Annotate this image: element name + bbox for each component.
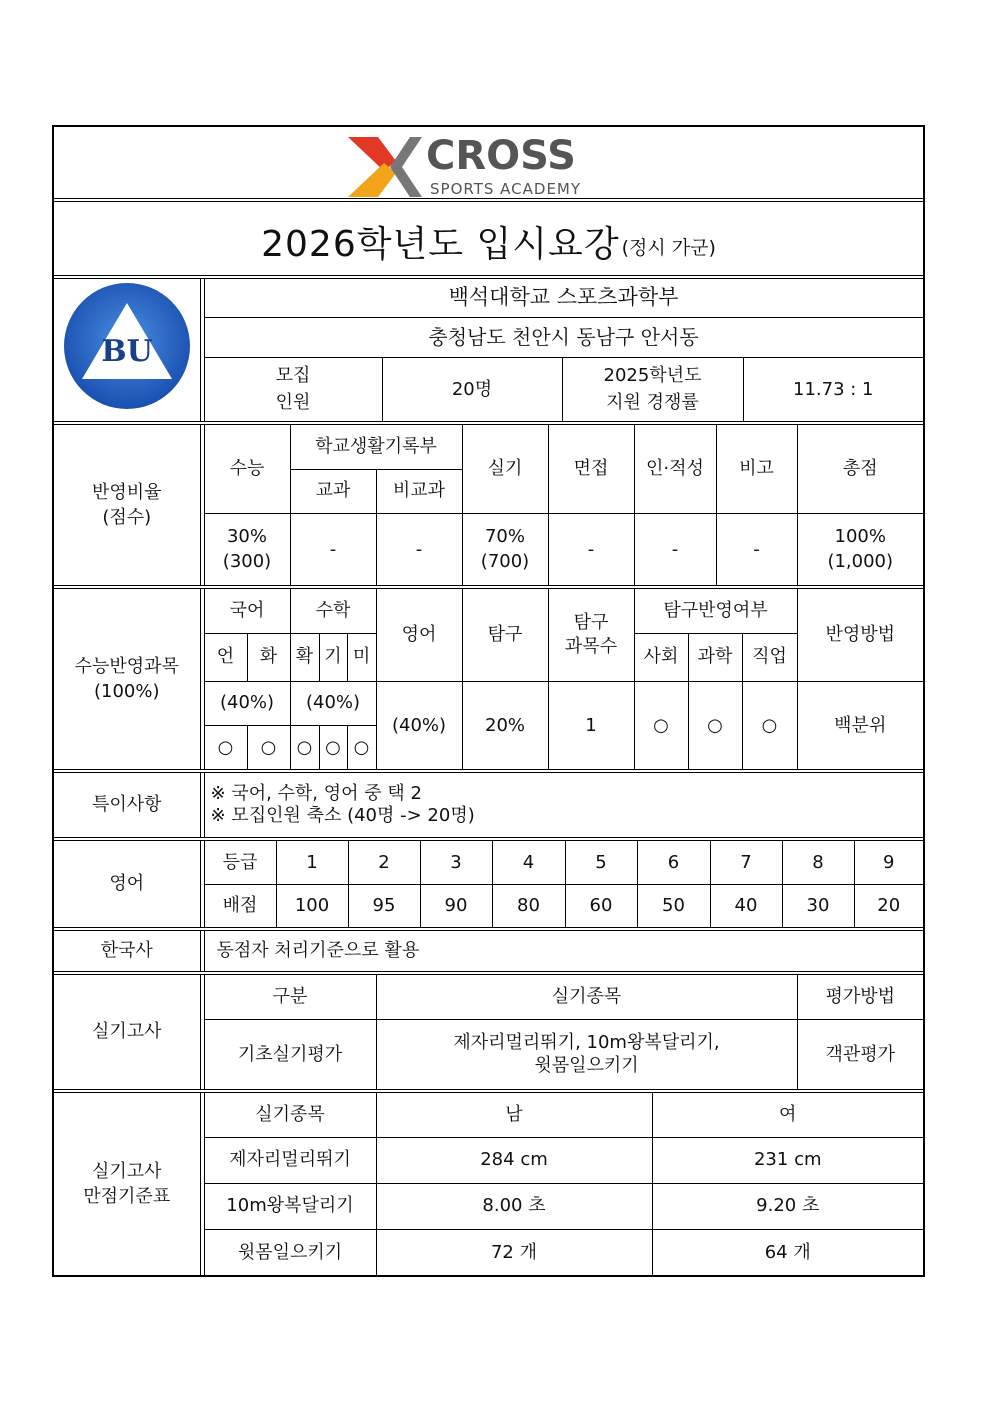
competition-label: 2025학년도 지원 경쟁률 xyxy=(562,357,743,421)
brand-name-top: CROSS xyxy=(426,133,576,179)
ratio-header-nonsubject: 비교과 xyxy=(376,469,462,513)
english-score: 100 xyxy=(276,884,348,927)
value-job-circle: ○ xyxy=(742,681,797,769)
svg-text:BU: BU xyxy=(100,334,153,370)
practical-method: 객관평가 xyxy=(797,1019,923,1089)
special-notes xyxy=(204,773,923,837)
ratio-value-interview: - xyxy=(548,513,634,585)
university-name: 백석대학교 스포츠과학부 xyxy=(204,279,923,317)
full-score-header-female: 여 xyxy=(652,1093,923,1137)
value-korean-pct: (40%) xyxy=(204,681,290,725)
english-score: 30 xyxy=(782,884,854,927)
full-score-female: 231 cm xyxy=(652,1137,923,1183)
title-sub: (정시 가군) xyxy=(621,236,716,259)
value-m1-circle: ○ xyxy=(290,725,319,769)
value-inquiry-count: 1 xyxy=(548,681,634,769)
english-grade: 6 xyxy=(637,841,710,884)
english-grade-label: 등급 xyxy=(204,841,276,884)
suneung-subjects-table xyxy=(54,589,923,769)
bu-logo xyxy=(62,281,192,411)
value-k2-circle: ○ xyxy=(247,725,290,769)
practical-header-events: 실기종목 xyxy=(376,975,797,1019)
university-table xyxy=(54,279,924,421)
ratio-header-practical: 실기 xyxy=(462,425,548,513)
english-score: 50 xyxy=(637,884,710,927)
special-note-1: ※ 국어, 수학, 영어 중 택 2 xyxy=(210,782,422,804)
korean-history-table xyxy=(54,931,923,971)
english-grade: 5 xyxy=(565,841,637,884)
korean-history-value: 동점자 처리기준으로 활용 xyxy=(216,939,420,961)
header-inquiry-reflect: 탐구반영여부 xyxy=(634,589,797,633)
value-method: 백분위 xyxy=(797,681,923,769)
full-score-event: 윗몸일으키기 xyxy=(204,1229,376,1275)
english-label: 영어 xyxy=(54,841,200,927)
header-math: 수학 xyxy=(290,589,376,633)
ratio-header-total: 총점 xyxy=(797,425,923,513)
special-label: 특이사항 xyxy=(54,773,200,837)
subheader-science: 과학 xyxy=(688,633,742,681)
full-score-header-event: 실기종목 xyxy=(204,1093,376,1137)
ratio-header-suneung: 수능 xyxy=(204,425,290,513)
practical-exam-table xyxy=(54,975,923,1089)
korean-history-label: 한국사 xyxy=(54,931,200,971)
subheader-m2: 기 xyxy=(319,633,347,681)
header-korean: 국어 xyxy=(204,589,290,633)
value-k1-circle: ○ xyxy=(204,725,247,769)
brand-name-bottom: SPORTS ACADEMY xyxy=(430,180,582,198)
value-m3-circle: ○ xyxy=(347,725,376,769)
subheader-k2: 화 xyxy=(247,633,290,681)
value-inquiry-pct: 20% xyxy=(462,681,548,769)
value-english-pct: (40%) xyxy=(376,681,462,769)
practical-header-method: 평가방법 xyxy=(797,975,923,1019)
full-score-table xyxy=(54,1093,923,1275)
practical-events: 제자리멀리뛰기, 10m왕복달리기, 윗몸일으키기 xyxy=(376,1019,797,1089)
recruit-label: 모집 인원 xyxy=(204,357,382,421)
full-score-event: 10m왕복달리기 xyxy=(204,1183,376,1229)
english-grade: 8 xyxy=(782,841,854,884)
english-grade: 9 xyxy=(854,841,923,884)
header-english: 영어 xyxy=(376,589,462,681)
ratio-header-interview: 면접 xyxy=(548,425,634,513)
english-grade: 2 xyxy=(348,841,420,884)
english-score: 95 xyxy=(348,884,420,927)
full-score-female: 9.20 초 xyxy=(652,1183,923,1229)
full-score-male: 284 cm xyxy=(376,1137,652,1183)
cross-sports-academy-logo xyxy=(344,131,634,199)
ratio-header-aptitude: 인·적성 xyxy=(634,425,716,513)
full-score-male: 72 개 xyxy=(376,1229,652,1275)
practical-exam-label: 실기고사 xyxy=(54,975,200,1089)
value-social-circle: ○ xyxy=(634,681,688,769)
value-m2-circle: ○ xyxy=(319,725,347,769)
full-score-female: 64 개 xyxy=(652,1229,923,1275)
ratio-table xyxy=(54,425,923,585)
full-score-male: 8.00 초 xyxy=(376,1183,652,1229)
ratio-header-other: 비고 xyxy=(716,425,797,513)
full-score-header-male: 남 xyxy=(376,1093,652,1137)
ratio-value-total: 100% (1,000) xyxy=(797,513,923,585)
ratio-value-subject: - xyxy=(290,513,376,585)
english-grade: 3 xyxy=(420,841,492,884)
university-logo-cell xyxy=(54,279,200,421)
page-title xyxy=(54,205,923,277)
ratio-value-aptitude: - xyxy=(634,513,716,585)
english-grade: 7 xyxy=(710,841,782,884)
ratio-value-nonsubject: - xyxy=(376,513,462,585)
ratio-header-subject: 교과 xyxy=(290,469,376,513)
english-score: 80 xyxy=(492,884,565,927)
special-note-2: ※ 모집인원 축소 (40명 -> 20명) xyxy=(210,805,475,826)
suneung-subjects-label: 수능반영과목 (100%) xyxy=(54,589,200,769)
subheader-m1: 확 xyxy=(290,633,319,681)
recruit-value: 20명 xyxy=(382,357,562,421)
english-grade: 1 xyxy=(276,841,348,884)
competition-value: 11.73 : 1 xyxy=(743,357,923,421)
english-score: 20 xyxy=(854,884,923,927)
document-frame xyxy=(52,125,925,1277)
subheader-m3: 미 xyxy=(347,633,376,681)
divider xyxy=(54,198,923,202)
ratio-label: 반영비율 (점수) xyxy=(54,425,200,585)
practical-header-category: 구분 xyxy=(204,975,376,1019)
ratio-value-suneung: 30% (300) xyxy=(204,513,290,585)
header-inquiry: 탐구 xyxy=(462,589,548,681)
practical-category: 기초실기평가 xyxy=(204,1019,376,1089)
full-score-label: 실기고사 만점기준표 xyxy=(54,1093,200,1275)
header-method: 반영방법 xyxy=(797,589,923,681)
header-inquiry-count: 탐구 과목수 xyxy=(548,589,634,681)
english-score: 60 xyxy=(565,884,637,927)
subheader-job: 직업 xyxy=(742,633,797,681)
english-score-label: 배점 xyxy=(204,884,276,927)
value-math-pct: (40%) xyxy=(290,681,376,725)
value-science-circle: ○ xyxy=(688,681,742,769)
ratio-header-school-record: 학교생활기록부 xyxy=(290,425,462,469)
ratio-value-practical: 70% (700) xyxy=(462,513,548,585)
special-table xyxy=(54,773,923,837)
subheader-k1: 언 xyxy=(204,633,247,681)
subheader-social: 사회 xyxy=(634,633,688,681)
english-table xyxy=(54,841,923,927)
full-score-event: 제자리멀리뛰기 xyxy=(204,1137,376,1183)
english-score: 40 xyxy=(710,884,782,927)
english-grade: 4 xyxy=(492,841,565,884)
title-main: 2026학년도 입시요강 xyxy=(261,223,620,265)
university-address: 충청남도 천안시 동남구 안서동 xyxy=(204,317,923,357)
ratio-value-other: - xyxy=(716,513,797,585)
english-score: 90 xyxy=(420,884,492,927)
